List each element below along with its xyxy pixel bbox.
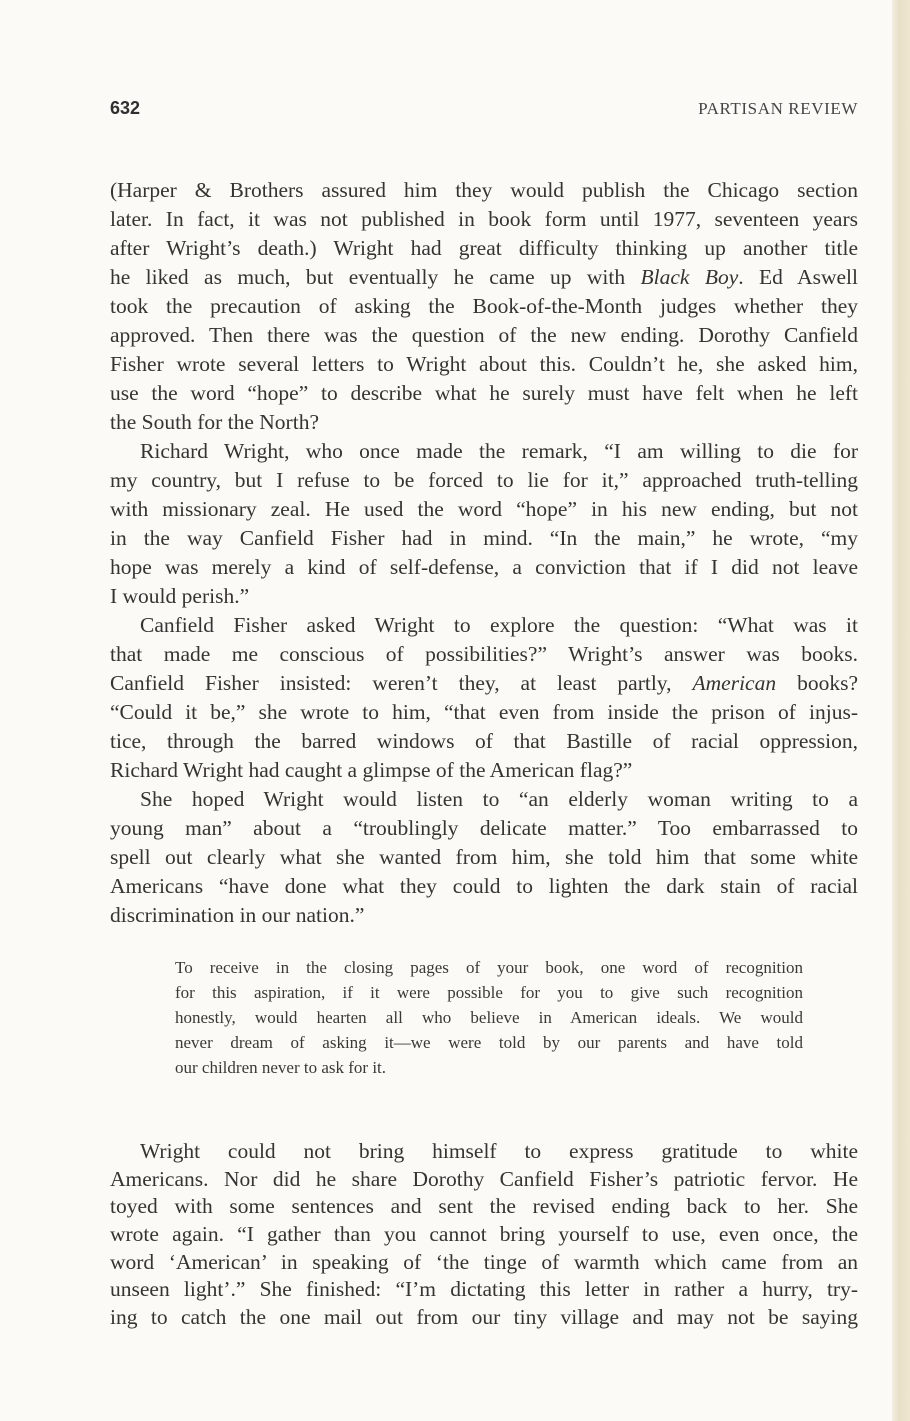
text-segment: took the precaution of asking the Book-of-the-Month judges whether they (110, 294, 858, 318)
text-segment: . Ed Aswell (738, 265, 858, 289)
text-segment: after Wright’s death.) Wright had great difficulty thinking up another title (110, 236, 858, 260)
page-edge-shadow (892, 0, 910, 1421)
text-segment: unseen light’.” She finished: “I’m dictating this letter in rather a hurry, try- (110, 1277, 858, 1302)
text-line (110, 234, 858, 263)
text-segment: Fisher wrote several letters to Wright about this. Couldn’t he, she asked him, (110, 352, 858, 376)
text-segment: later. In fact, it was not published in book form until 1977, seventeen years (110, 207, 858, 231)
italic-text: American (692, 671, 777, 695)
text-line (110, 1138, 858, 1166)
text-line (110, 843, 858, 872)
text-segment: (Harper & Brothers assured him they would publish the Chicago section (110, 178, 858, 202)
text-segment: ing to catch the one mail out from our tiny village and may not be saying (110, 1305, 858, 1330)
text-line (110, 814, 858, 843)
text-segment: Canfield Fisher asked Wright to explore the question: “What was it (140, 613, 858, 637)
text-line (110, 263, 858, 292)
text-line (110, 408, 858, 437)
block-quote (175, 955, 803, 1080)
text-segment: Canfield Fisher insisted: weren’t they, at least partly, (110, 671, 693, 695)
text-segment: honestly, would hearten all who believe in American ideals. We would (175, 1008, 803, 1027)
text-segment: use the word “hope” to describe what he surely must have felt when he left (110, 381, 858, 405)
text-line (110, 727, 858, 756)
text-line (175, 955, 803, 980)
running-head: PARTISAN REVIEW (698, 99, 858, 118)
text-segment: word ‘American’ in speaking of ‘the tinge of warmth which came from an (110, 1249, 858, 1274)
text-segment: Richard Wright, who once made the remark, “I am willing to die for (140, 439, 858, 463)
paragraph (110, 1138, 858, 1332)
text-line (110, 698, 858, 727)
text-segment: he liked as much, but eventually he came up with (110, 265, 641, 289)
paragraph (110, 176, 858, 437)
text-line (175, 980, 803, 1005)
text-line (110, 350, 858, 379)
text-line (175, 1005, 803, 1030)
text-segment: with missionary zeal. He used the word “hope” in his new ending, but not (110, 497, 858, 521)
text-segment: hope was merely a kind of self-defense, a conviction that if I did not leave (110, 555, 858, 579)
text-segment: toyed with some sentences and sent the revised ending back to her. She (110, 1194, 858, 1219)
text-line (175, 1055, 803, 1080)
text-line (110, 205, 858, 234)
text-line (110, 872, 858, 901)
text-segment: spell out clearly what she wanted from him, she told him that some white (110, 845, 858, 869)
text-line (110, 785, 858, 814)
text-segment: young man” about a “troublingly delicate matter.” Too embarrassed to (110, 816, 858, 840)
page-number: 632 (110, 98, 141, 118)
body-text-top (110, 176, 858, 930)
text-line (175, 1030, 803, 1055)
paragraph (110, 785, 858, 930)
text-line (110, 1193, 858, 1221)
text-segment: discrimination in our nation.” (110, 903, 365, 927)
text-segment: Wright could not bring himself to express gratitude to white (140, 1139, 858, 1163)
text-segment: wrote again. “I gather than you cannot bring yourself to use, even once, the (110, 1222, 858, 1247)
text-line (110, 379, 858, 408)
text-segment: approved. Then there was the question of the new ending. Dorothy Canfield (110, 323, 858, 347)
text-line (110, 669, 858, 698)
text-line (110, 466, 858, 495)
text-line (110, 176, 858, 205)
text-segment: in the way Canfield Fisher had in mind. “In the main,” he wrote, “my (110, 526, 858, 550)
text-line (110, 1276, 858, 1304)
text-segment: our children never to ask for it. (175, 1058, 387, 1077)
text-segment: for this aspiration, if it were possible for you to give such recognition (175, 983, 803, 1002)
text-segment: Richard Wright had caught a glimpse of the American flag?” (110, 758, 633, 782)
paragraph (110, 437, 858, 611)
text-segment: Americans “have done what they could to lighten the dark stain of racial (110, 874, 858, 898)
text-segment: “Could it be,” she wrote to him, “that even from inside the prison of injus- (110, 700, 858, 724)
text-segment: my country, but I refuse to be forced to lie for it,” approached truth-telling (110, 468, 858, 492)
text-line (110, 1304, 858, 1332)
text-line (110, 611, 858, 640)
text-segment: that made me conscious of possibilities?” Wright’s answer was books. (110, 642, 858, 666)
text-line (110, 292, 858, 321)
text-line (110, 524, 858, 553)
text-line (110, 321, 858, 350)
text-line (110, 437, 858, 466)
text-line (110, 901, 858, 930)
text-segment: I would perish.” (110, 584, 250, 608)
text-segment: tice, through the barred windows of that Bastille of racial oppression, (110, 729, 858, 753)
text-line (110, 1166, 858, 1194)
text-segment: To receive in the closing pages of your book, one word of recognition (175, 958, 803, 977)
italic-text: Black Boy (640, 265, 739, 289)
paragraph (110, 611, 858, 785)
text-segment: She hoped Wright would listen to “an elderly woman writing to a (140, 787, 858, 811)
text-line (110, 553, 858, 582)
text-line (110, 1221, 858, 1249)
text-line (110, 756, 858, 785)
text-segment: the South for the North? (110, 410, 319, 434)
text-segment: Americans. Nor did he share Dorothy Canfield Fisher’s patriotic fervor. He (110, 1166, 858, 1191)
text-line (110, 1249, 858, 1277)
text-segment: never dream of asking it—we were told by our parents and have told (175, 1033, 803, 1052)
text-line (110, 582, 858, 611)
text-line (110, 495, 858, 524)
text-line (110, 640, 858, 669)
body-text-bottom (110, 1138, 858, 1332)
text-segment: books? (776, 671, 858, 695)
